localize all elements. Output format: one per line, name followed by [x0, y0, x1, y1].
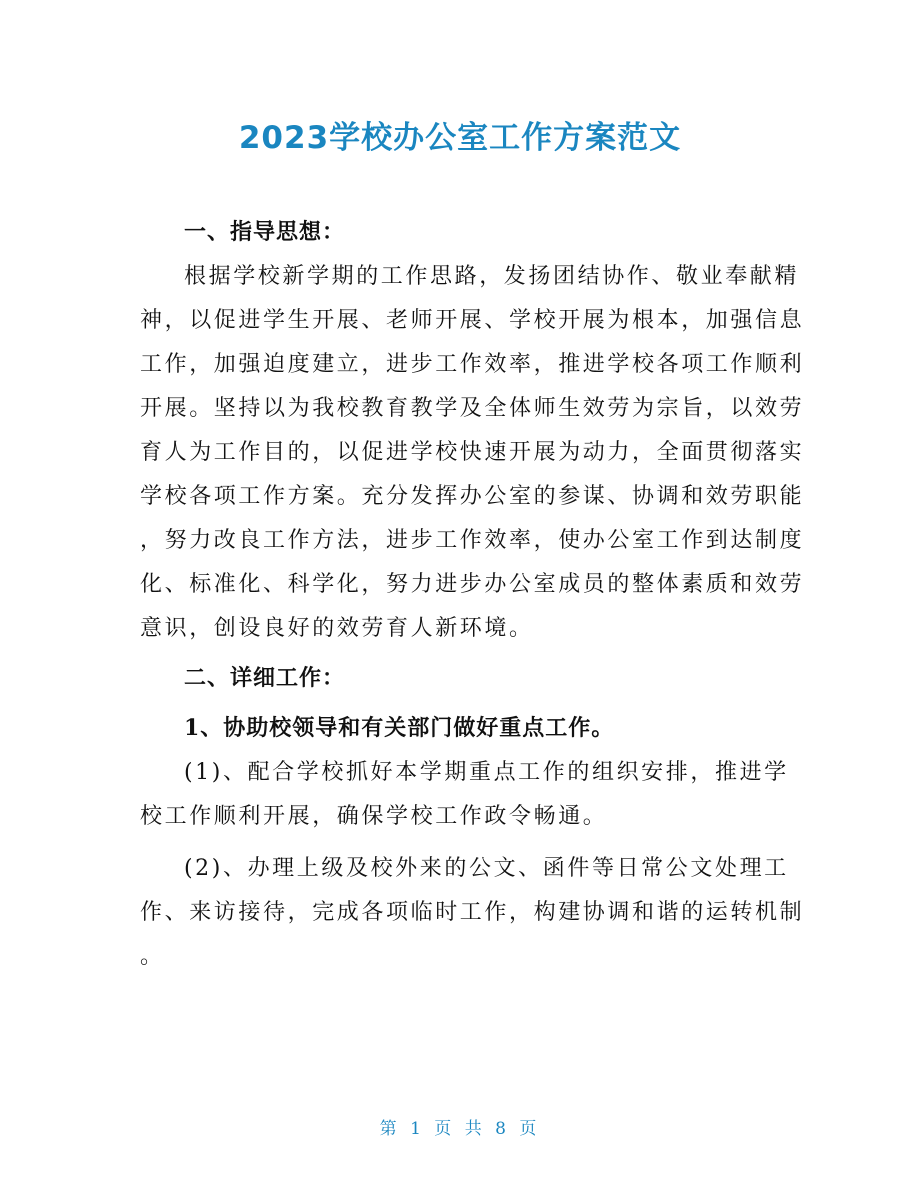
document-title: 2023学校办公室工作方案范文 — [238, 120, 682, 156]
text-line: 作、来访接待，完成各项临时工作，构建协调和谐的运转机制 — [140, 900, 805, 925]
text-line: 开展。坚持以为我校教育教学及全体师生效劳为宗旨，以效劳 — [140, 396, 805, 421]
page-footer: 第 1 页 共 8 页 — [379, 1119, 541, 1139]
paragraph-item-2 — [140, 847, 805, 979]
text-line: (1)、配合学校抓好本学期重点工作的组织安排，推进学 — [184, 760, 789, 785]
text-line: 神，以促进学生开展、老师开展、学校开展为根本，加强信息 — [140, 308, 805, 333]
text-line: 意识，创设良好的效劳育人新环境。 — [140, 616, 534, 641]
section-heading-guiding-ideology: 一、指导思想： — [184, 219, 346, 245]
text-line: 校工作顺利开展，确保学校工作政令畅通。 — [140, 804, 608, 829]
document-body — [140, 217, 805, 979]
text-line: 根据学校新学期的工作思路，发扬团结协作、敬业奉献精 — [184, 264, 800, 289]
text-line: 。 — [140, 944, 165, 969]
paragraph-item-1 — [140, 751, 790, 839]
text-line: ，努力改良工作方法，进步工作效率，使办公室工作到达制度 — [140, 528, 805, 553]
subsection-heading-assist-leaders: 1、协助校领导和有关部门做好重点工作。 — [184, 715, 615, 741]
section-heading-detailed-work: 二、详细工作： — [184, 665, 346, 691]
text-line: 化、标准化、科学化，努力进步办公室成员的整体素质和效劳 — [140, 572, 805, 597]
text-line: (2)、办理上级及校外来的公文、函件等日常公文处理工 — [184, 856, 789, 881]
text-line: 工作，加强迫度建立，进步工作效率，推进学校各项工作顺利 — [140, 352, 805, 377]
text-line: 学校各项工作方案。充分发挥办公室的参谋、协调和效劳职能 — [140, 484, 805, 509]
text-line: 育人为工作目的，以促进学校快速开展为动力，全面贯彻落实 — [140, 440, 805, 465]
paragraph-guiding-ideology — [140, 255, 805, 651]
